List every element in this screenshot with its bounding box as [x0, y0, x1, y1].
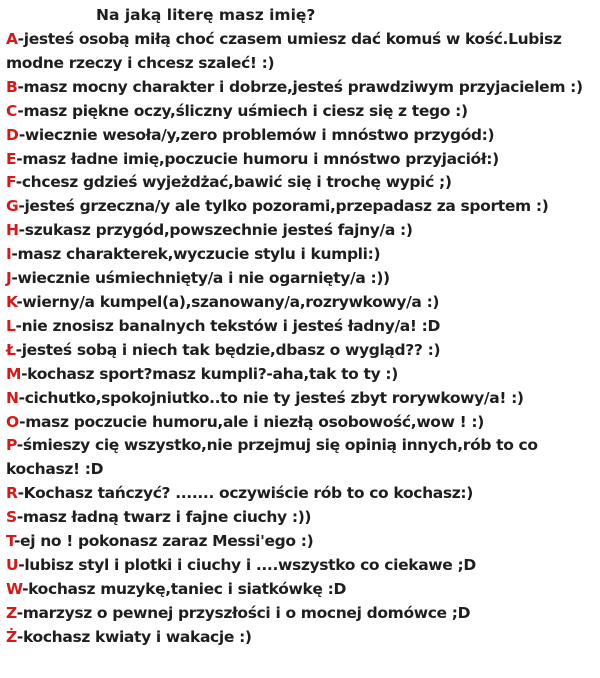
- entry-letter: Z: [6, 603, 17, 622]
- list-item: [6, 602, 594, 626]
- list-item: [6, 363, 594, 387]
- entry-letter: R: [6, 484, 18, 503]
- entry-text: -jesteś grzeczna/y ale tylko pozorami,przepadasz za sportem :): [18, 197, 549, 216]
- entry-text: -jesteś osobą miłą choć czasem umiesz dać komuś w kość.Lubisz modne rzeczy i chcesz szaleć! :): [6, 30, 562, 72]
- letter-list: [6, 28, 594, 650]
- entry-text: -kochasz muzykę,taniec i siatkówkę :D: [22, 579, 347, 598]
- list-item: [6, 219, 594, 243]
- entry-text: -Kochasz tańczyć? ....... oczywiście rób to co kochasz:): [17, 484, 473, 503]
- entry-text: -chcesz gdzieś wyjeżdżać,bawić się i trochę wypić ;): [15, 173, 452, 192]
- list-item: [6, 434, 594, 482]
- entry-letter: B: [6, 77, 18, 96]
- list-item: [6, 482, 594, 506]
- entry-text: -lubisz styl i plotki i ciuchy i ....wszystko co ciekawe ;D: [18, 555, 476, 574]
- entry-letter: L: [6, 316, 16, 335]
- list-item: [6, 315, 594, 339]
- entry-text: -cichutko,spokojniutko..to nie ty jesteś zbyt rorywkowy/a! :): [18, 388, 524, 407]
- entry-letter: C: [6, 101, 18, 120]
- list-item: [6, 530, 594, 554]
- entry-text: -wiecznie wesoła/y,zero problemów i mnóstwo przygód:): [18, 125, 495, 144]
- list-item: [6, 554, 594, 578]
- entry-letter: F: [6, 173, 16, 192]
- entry-text: -jesteś sobą i niech tak będzie,dbasz o wygląd?? :): [15, 340, 441, 359]
- list-item: [6, 124, 594, 148]
- list-item: [6, 506, 594, 530]
- entry-text: -masz mocny charakter i dobrze,jesteś prawdziwym przyjacielem :): [17, 77, 583, 96]
- entry-letter: I: [6, 245, 12, 264]
- entry-letter: P: [6, 436, 17, 455]
- entry-text: -masz ładną twarz i fajne ciuchy :)): [16, 508, 312, 527]
- entry-letter: T: [6, 532, 14, 551]
- entry-letter: A: [6, 30, 18, 48]
- entry-letter: H: [6, 221, 19, 240]
- entry-letter: U: [6, 555, 19, 574]
- list-item: [6, 387, 594, 411]
- entry-text: -kochasz sport?masz kumpli?-aha,tak to ty :): [21, 364, 398, 383]
- entry-text: -kochasz kwiaty i wakacje :): [16, 627, 252, 646]
- entry-text: -nie znosisz banalnych tekstów i jesteś ładny/a! :D: [15, 316, 441, 335]
- entry-text: -marzysz o pewnej przyszłości i o mocnej domówce ;D: [16, 603, 471, 622]
- entry-text: -masz ładne imię,poczucie humoru i mnóstwo przyjaciół:): [16, 149, 499, 168]
- entry-letter: D: [6, 125, 19, 144]
- list-item: [6, 291, 594, 315]
- list-item: [6, 195, 594, 219]
- list-item: [6, 411, 594, 435]
- list-item: [6, 243, 594, 267]
- list-item: [6, 100, 594, 124]
- list-item: [6, 339, 594, 363]
- list-item: [6, 578, 594, 602]
- list-item: [6, 76, 594, 100]
- entry-letter: E: [6, 149, 17, 168]
- list-item: [6, 267, 594, 291]
- entry-letter: Ż: [6, 627, 17, 646]
- list-item: [6, 28, 594, 76]
- entry-letter: K: [6, 292, 17, 311]
- entry-text: -ej no ! pokonasz zaraz Messi'ego :): [13, 532, 314, 551]
- entry-text: -szukasz przygód,powszechnie jesteś fajny/a :): [18, 221, 413, 240]
- entry-letter: G: [6, 197, 19, 216]
- entry-text: -śmieszy cię wszystko,nie przejmuj się opinią innych,rób to co kochasz! :D: [6, 436, 538, 479]
- entry-letter: J: [6, 269, 12, 288]
- entry-letter: W: [6, 579, 23, 598]
- entry-letter: M: [6, 364, 22, 383]
- entry-letter: Ł: [6, 340, 16, 359]
- list-item: [6, 148, 594, 172]
- list-item: [6, 626, 594, 650]
- entry-text: -masz poczucie humoru,ale i niezłą osobowość,wow ! :): [19, 412, 484, 431]
- entry-letter: O: [6, 412, 20, 431]
- entry-letter: N: [6, 388, 19, 407]
- page-title: Na jaką literę masz imię?: [96, 6, 316, 24]
- list-item: [6, 171, 594, 195]
- entry-text: -masz piękne oczy,śliczny uśmiech i ciesz się z tego :): [17, 101, 468, 120]
- entry-text: -wiecznie uśmiechnięty/a i nie ogarnięty/a :)): [11, 269, 390, 288]
- entry-letter: S: [6, 508, 17, 527]
- entry-text: -wierny/a kumpel(a),szanowany/a,rozrywkowy/a :): [16, 292, 440, 311]
- entry-text: -masz charakterek,wyczucie stylu i kumpli:): [11, 245, 381, 264]
